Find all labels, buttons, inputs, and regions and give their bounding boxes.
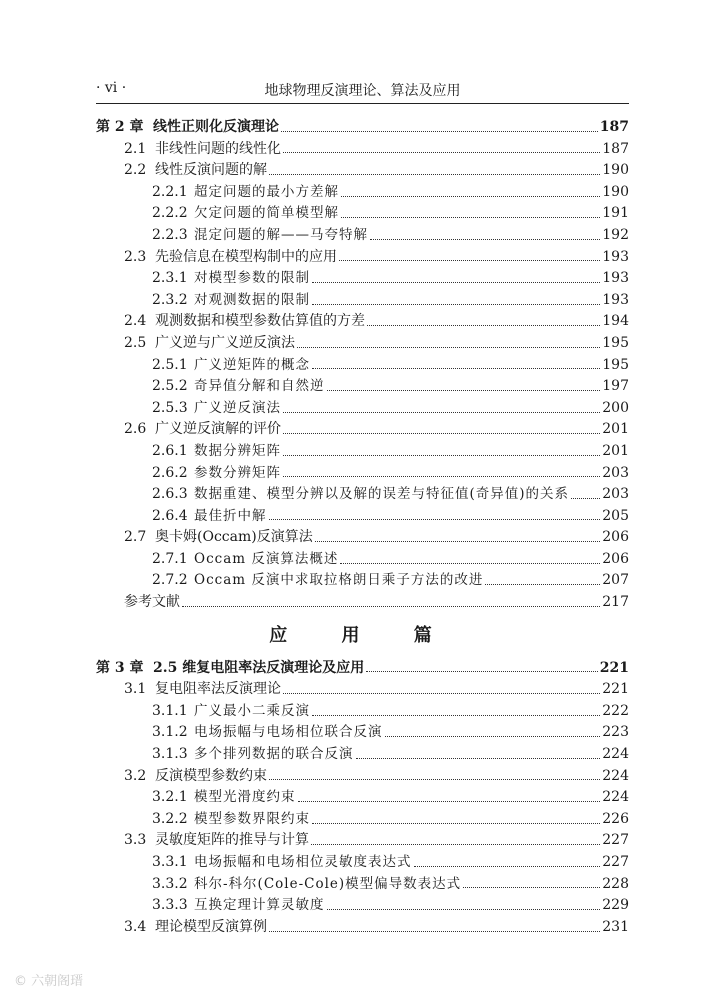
leader-dots: [327, 383, 601, 391]
entry-title: 先验信息在模型构制中的应用: [155, 248, 337, 265]
leader-dots: [297, 340, 600, 348]
leader-dots: [283, 145, 600, 153]
entry-number: 2.7.1: [152, 550, 188, 567]
toc-entry: [96, 506, 629, 528]
header-rule: [96, 103, 629, 104]
entry-title: 数据重建、模型分辨以及解的误差与特征值(奇异值)的关系: [194, 486, 570, 503]
toc-entry: [96, 701, 629, 723]
toc-entry: [96, 419, 629, 441]
toc-entry: [96, 463, 629, 485]
entry-number: 2.7.2: [152, 572, 188, 589]
leader-dots: [367, 318, 600, 326]
chapter-title: 线性正则化反演理论: [153, 119, 279, 135]
entry-number: 3.2: [124, 767, 147, 784]
entry-number: 2.2.1: [152, 183, 188, 200]
entry-number: 3.1.3: [152, 746, 188, 763]
page-ref: 222: [602, 702, 629, 719]
toc-entry: [96, 290, 629, 312]
table-of-contents: [96, 117, 629, 938]
entry-number: 2.2.2: [152, 205, 188, 222]
page-ref: 207: [602, 572, 629, 589]
entry-number: 2.7: [124, 529, 147, 546]
entry-number: 2.5: [124, 334, 147, 351]
toc-entry: [96, 355, 629, 377]
entry-title: 广义最小二乘反演: [194, 702, 310, 719]
leader-dots: [283, 469, 600, 477]
leader-dots: [182, 599, 600, 607]
entry-number: 3.2.2: [152, 810, 188, 827]
entry-title: 欠定问题的简单模型解: [194, 205, 339, 222]
entry-number: 3.3.3: [152, 897, 188, 914]
leader-dots: [311, 837, 600, 845]
toc-entry: [96, 139, 629, 161]
entry-title: Occam 反演算法概述: [194, 550, 339, 567]
entry-title: 反演模型参数约束: [155, 767, 267, 784]
page-ref: 201: [602, 442, 629, 459]
page-ref: 193: [602, 270, 629, 287]
toc-entry: [96, 549, 629, 571]
leader-dots: [312, 275, 600, 283]
entry-title: 模型光滑度约束: [194, 789, 296, 806]
page-ref: 229: [602, 897, 629, 914]
leader-dots: [339, 253, 600, 261]
page-ref: 200: [602, 399, 629, 416]
toc-entry: [96, 766, 629, 788]
entry-title: 最佳折中解: [194, 507, 267, 524]
page-ref: 191: [602, 205, 629, 222]
toc-entry: [96, 809, 629, 831]
entry-number: 2.4: [124, 313, 147, 330]
leader-dots: [571, 491, 600, 499]
toc-entry: [96, 570, 629, 592]
page-ref: 217: [602, 594, 629, 611]
entry-title: 广义逆与广义逆反演法: [155, 334, 295, 351]
page-ref: 187: [602, 140, 629, 157]
page-ref: 195: [602, 356, 629, 373]
toc-entry: [96, 852, 629, 874]
entry-title: 线性反演问题的解: [155, 162, 267, 179]
page-ref: 192: [602, 226, 629, 243]
entry-title: 观测数据和模型参数估算值的方差: [155, 313, 365, 330]
page-ref: 206: [602, 529, 629, 546]
entry-title: Occam 反演中求取拉格朗日乘子方法的改进: [194, 572, 484, 589]
page-ref: 193: [602, 248, 629, 265]
toc-entry: [96, 744, 629, 766]
page-ref: 194: [602, 313, 629, 330]
leader-dots: [312, 297, 600, 305]
toc-entry: [96, 441, 629, 463]
leader-dots: [312, 361, 600, 369]
entry-title: 广义逆反演法: [194, 399, 281, 416]
page-ref: 190: [602, 183, 629, 200]
page-ref: 231: [602, 918, 629, 935]
entry-title: 对模型参数的限制: [194, 270, 310, 287]
toc-entry: [96, 268, 629, 290]
entry-title: 参数分辨矩阵: [194, 464, 281, 481]
entry-title: 超定问题的最小方差解: [194, 183, 339, 200]
leader-dots: [356, 751, 601, 759]
entry-number: 2.3: [124, 248, 147, 265]
entry-title: 复电阻率法反演理论: [155, 681, 281, 698]
entry-number: 3.4: [124, 918, 147, 935]
entry-title: 互换定理计算灵敏度: [194, 897, 325, 914]
entry-title: 混定问题的解——马夸特解: [194, 226, 368, 243]
entry-number: 2.5.3: [152, 399, 188, 416]
entry-number: 2.5.1: [152, 356, 188, 373]
leader-dots: [315, 534, 601, 542]
leader-dots: [269, 772, 600, 780]
page-number: · vi ·: [96, 80, 127, 96]
leader-dots: [370, 232, 600, 240]
leader-dots: [269, 924, 600, 932]
page-ref: 227: [602, 854, 629, 870]
references-row: [96, 592, 629, 614]
entry-number: 3.1.2: [152, 724, 188, 741]
part-heading: 应 用 篇: [269, 624, 456, 646]
page-ref: 195: [602, 334, 629, 351]
toc-entry: [96, 830, 629, 852]
entry-number: 3.2.1: [152, 789, 188, 806]
leader-dots: [366, 664, 598, 672]
leader-dots: [283, 448, 600, 456]
page-ref: 221: [602, 681, 629, 698]
entry-number: 2.3.2: [152, 291, 188, 308]
entry-title: 多个排列数据的联合反演: [194, 746, 354, 763]
page-ref: 190: [602, 162, 629, 179]
leader-dots: [281, 124, 598, 132]
entry-number: 2.6.4: [152, 507, 188, 524]
leader-dots: [283, 426, 600, 434]
leader-dots: [341, 210, 600, 218]
leader-dots: [463, 880, 600, 888]
chapter-2-row: [96, 117, 629, 139]
chapter-3-row: [96, 658, 629, 680]
leader-dots: [298, 794, 601, 802]
leader-dots: [283, 405, 600, 413]
entry-title: 灵敏度矩阵的推导与计算: [155, 832, 309, 849]
leader-dots: [485, 577, 600, 585]
toc-entry: [96, 247, 629, 269]
leader-dots: [312, 816, 600, 824]
entry-number: 2.6: [124, 421, 147, 438]
references-title: 参考文献: [124, 594, 180, 611]
chapter-number: 第 3 章: [96, 659, 144, 676]
entry-number: 2.6.2: [152, 464, 188, 481]
entry-title: 模型参数界限约束: [194, 810, 310, 827]
leader-dots: [283, 686, 600, 694]
page-ref: 224: [602, 767, 629, 784]
entry-number: 2.6.1: [152, 442, 188, 459]
entry-number: 3.3.1: [152, 854, 188, 870]
leader-dots: [341, 189, 600, 197]
toc-entry: [96, 160, 629, 182]
leader-dots: [269, 167, 600, 175]
entry-number: 2.2: [124, 162, 147, 179]
entry-number: 3.1.1: [152, 702, 188, 719]
toc-entry: [96, 203, 629, 225]
leader-dots: [340, 556, 600, 564]
page-ref: 197: [602, 378, 629, 395]
entry-title: 奥卡姆(Occam)反演算法: [155, 529, 313, 546]
leader-dots: [312, 708, 600, 716]
entry-number: 3.3.2: [152, 875, 188, 892]
page-ref: 226: [602, 810, 629, 827]
page-ref: 203: [602, 464, 629, 481]
page-ref: 201: [602, 421, 629, 438]
entry-number: 2.5.2: [152, 378, 188, 395]
leader-dots: [414, 859, 601, 867]
entry-title: 广义逆反演解的评价: [155, 421, 281, 438]
chapter-title: 2.5 维复电阻率法反演理论及应用: [153, 659, 365, 676]
entry-title: 科尔-科尔(Cole-Cole)模型偏导数表达式: [194, 875, 462, 892]
toc-entry: [96, 679, 629, 701]
page-ref: 221: [599, 659, 629, 676]
toc-entry: [96, 787, 629, 809]
toc-entry: [96, 917, 629, 939]
toc-entry: [96, 484, 629, 506]
page-ref: 223: [602, 724, 629, 741]
toc-entry: [96, 527, 629, 549]
entry-number: 2.3.1: [152, 270, 188, 287]
entry-title: 广义逆矩阵的概念: [194, 356, 310, 373]
entry-number: 2.6.3: [152, 486, 188, 503]
entry-title: 理论模型反演算例: [155, 918, 267, 935]
page-ref: 227: [602, 832, 629, 849]
chapter-number: 第 2 章: [96, 119, 144, 135]
entry-title: 奇异值分解和自然逆: [194, 378, 325, 395]
toc-entry: [96, 398, 629, 420]
toc-entry: [96, 895, 629, 917]
toc-entry: [96, 225, 629, 247]
entry-number: 3.1: [124, 681, 147, 698]
page-ref: 203: [602, 486, 629, 503]
page-ref: 224: [602, 746, 629, 763]
toc-entry: [96, 874, 629, 896]
toc-entry: [96, 722, 629, 744]
entry-number: 2.1: [124, 140, 147, 157]
toc-entry: [96, 182, 629, 204]
running-header: [96, 80, 629, 102]
page-ref: 228: [602, 875, 629, 892]
entry-title: 数据分辨矩阵: [194, 442, 281, 459]
book-title: 地球物理反演理论、算法及应用: [264, 83, 461, 99]
leader-dots: [385, 729, 601, 737]
leader-dots: [269, 512, 601, 520]
entry-title: 对观测数据的限制: [194, 291, 310, 308]
page-ref: 193: [602, 291, 629, 308]
page-ref: 187: [599, 119, 629, 135]
entry-number: 3.3: [124, 832, 147, 849]
page-ref: 205: [602, 507, 629, 524]
toc-entry: [96, 376, 629, 398]
toc-entry: [96, 311, 629, 333]
watermark: © 六朝阁瑨: [14, 974, 84, 989]
entry-title: 电场振幅和电场相位灵敏度表达式: [194, 854, 412, 870]
entry-title: 电场振幅与电场相位联合反演: [194, 724, 383, 741]
toc-entry: [96, 333, 629, 355]
entry-number: 2.2.3: [152, 226, 188, 243]
leader-dots: [327, 902, 601, 910]
page-ref: 224: [602, 789, 629, 806]
entry-title: 非线性问题的线性化: [155, 140, 281, 157]
page-ref: 206: [602, 550, 629, 567]
